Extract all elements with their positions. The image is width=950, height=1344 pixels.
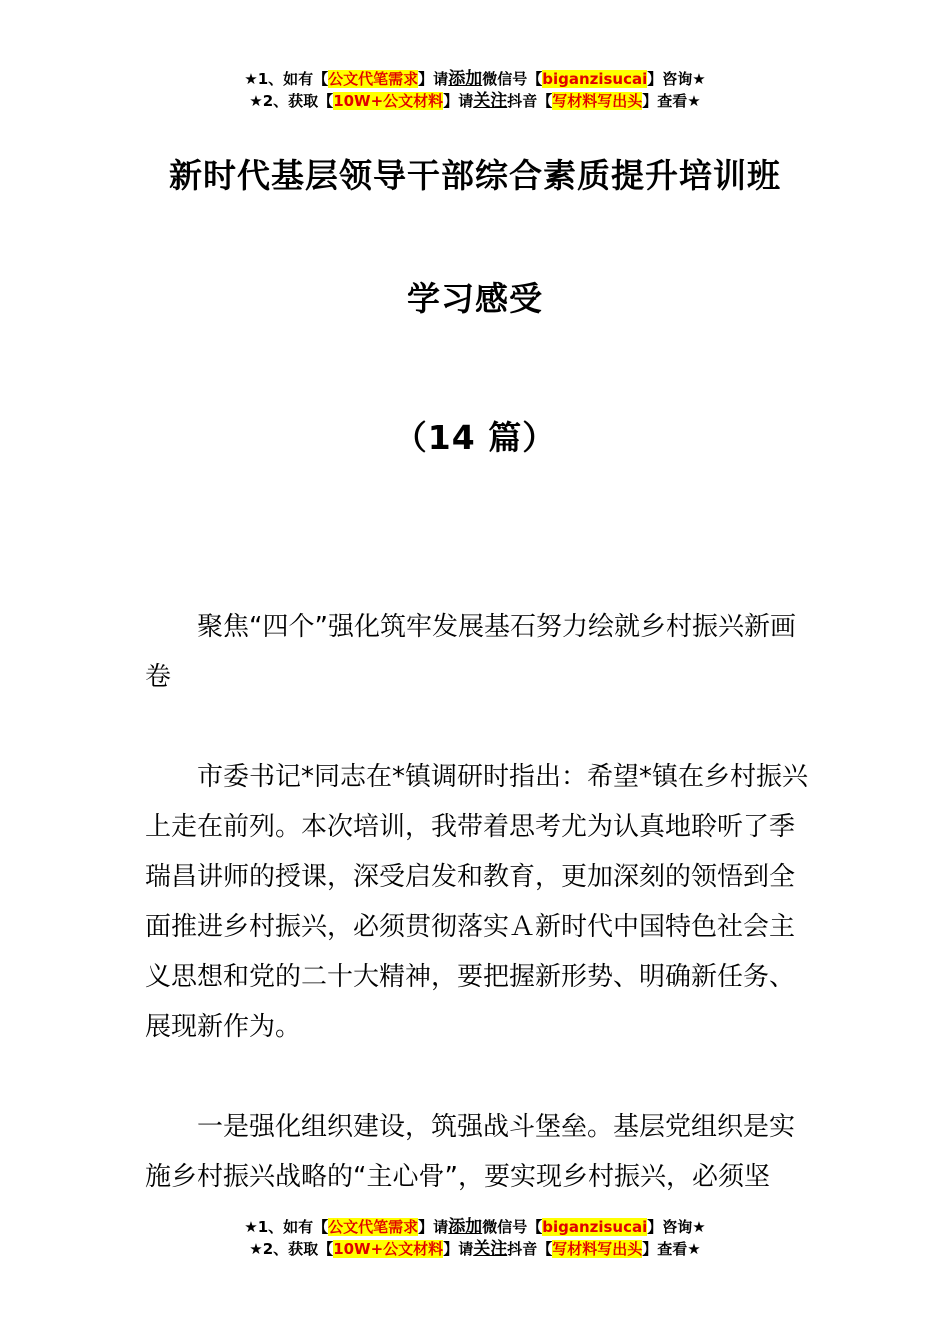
- document-title: 新时代基层领导干部综合素质提升培训班: [169, 156, 781, 195]
- highlight-douyin-account: 写材料写出头: [552, 1240, 643, 1258]
- promo-line-1: ★1、如有【公文代笔需求】请添加微信号【biganzisucai】咨询★: [244, 69, 706, 89]
- body-paragraph: 一是强化组织建设，筑强战斗堡垒。基层党组织是实施乡村振兴战略的“主心骨”，要实现乡村振兴，必须坚: [145, 1112, 796, 1192]
- header-promo-banner: [0, 68, 950, 112]
- document-count: （14 篇）: [393, 418, 557, 457]
- highlight-wechat-id: biganzisucai: [542, 70, 648, 88]
- highlight-service: 公文代笔需求: [328, 1218, 419, 1236]
- highlight-materials: 10W+公文材料: [333, 92, 444, 110]
- document-body: [145, 602, 810, 1252]
- highlight-service: 公文代笔需求: [328, 70, 419, 88]
- body-paragraph: 市委书记*同志在*镇调研时指出：希望*镇在乡村振兴上走在前列。本次培训，我带着思考尤为认真地聆听了季瑞昌讲师的授课，深受启发和教育，更加深刻的领悟到全面推进乡村振兴，必须贯彻落实Ａ新时代中国特色社会主义思想和党的二十大精神，要把握新形势、明确新任务、展现新作为。: [145, 762, 809, 1042]
- highlight-materials: 10W+公文材料: [333, 1240, 444, 1258]
- highlight-wechat-id: biganzisucai: [542, 1218, 648, 1236]
- highlight-douyin-account: 写材料写出头: [552, 92, 643, 110]
- promo-line-2: ★2、获取【10W+公文材料】请关注抖音【写材料写出头】查看★: [249, 91, 701, 111]
- document-subtitle: 学习感受: [407, 279, 543, 318]
- promo-line-1: ★1、如有【公文代笔需求】请添加微信号【biganzisucai】咨询★: [244, 1217, 706, 1237]
- footer-promo-banner: [0, 1216, 950, 1260]
- promo-line-2: ★2、获取【10W+公文材料】请关注抖音【写材料写出头】查看★: [249, 1239, 701, 1259]
- section-heading: 聚焦“四个”强化筑牢发展基石努力绘就乡村振兴新画卷: [145, 612, 796, 692]
